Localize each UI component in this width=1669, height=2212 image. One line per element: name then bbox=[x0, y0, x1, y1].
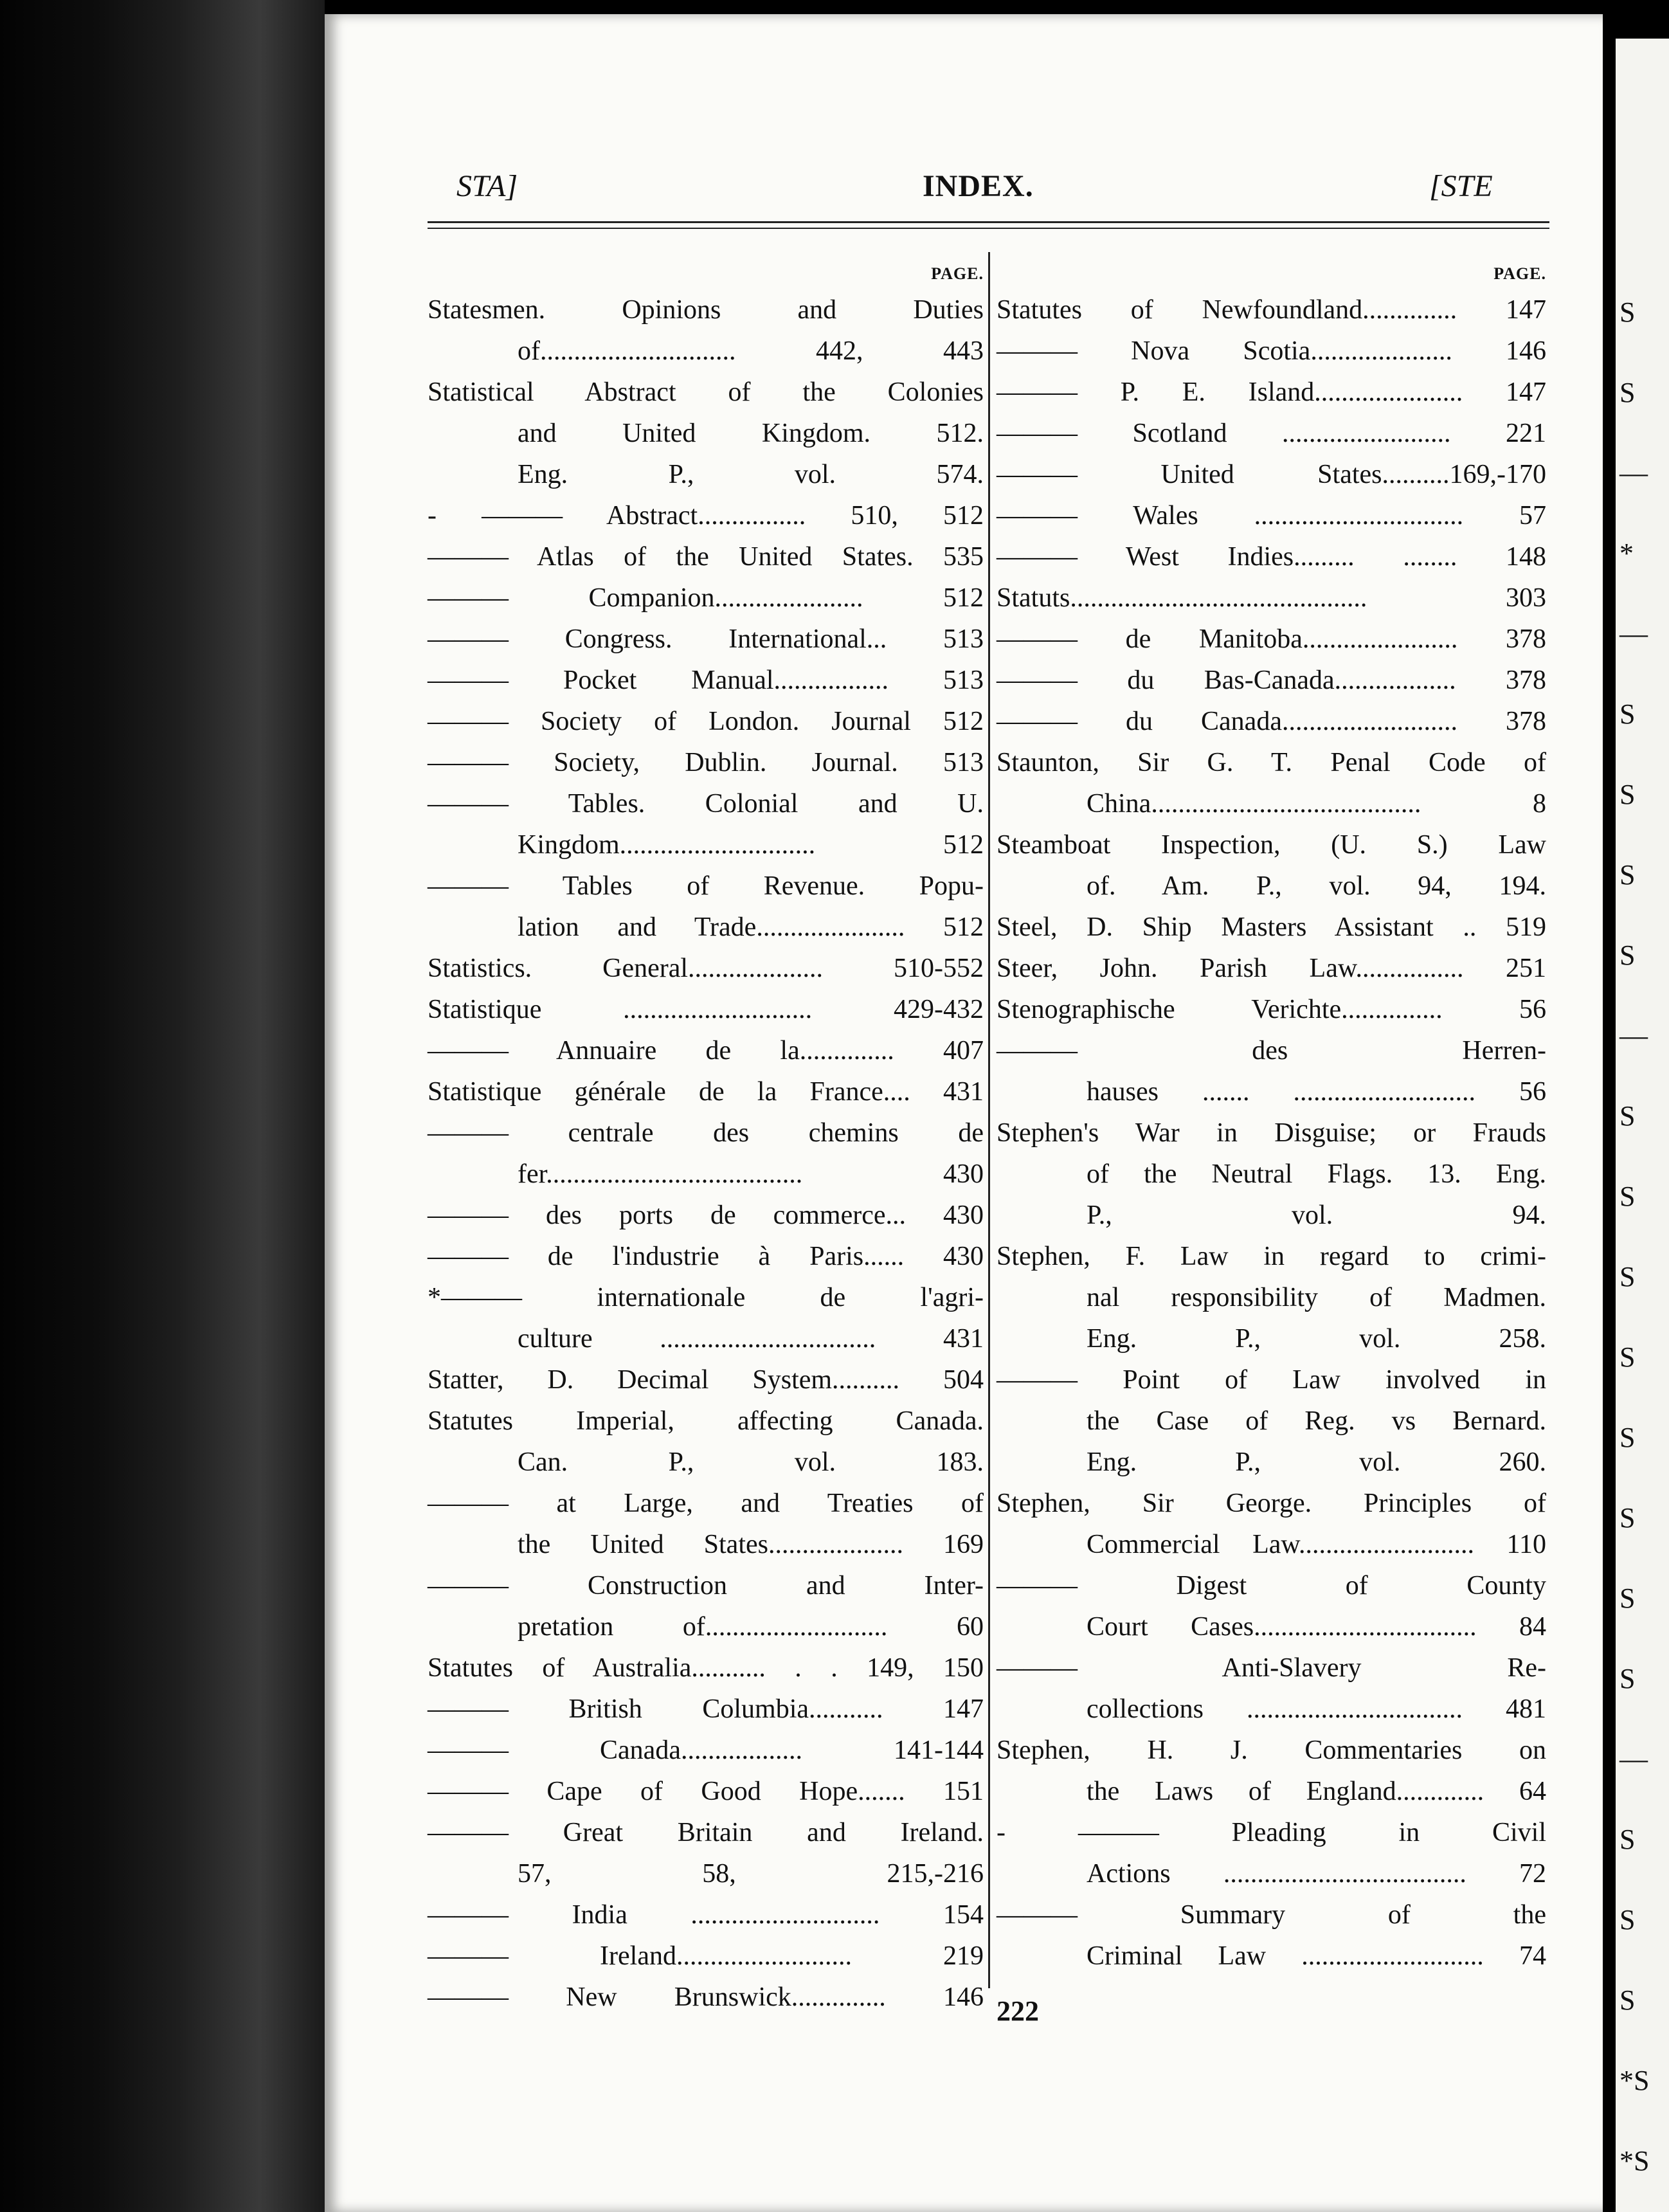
index-entry-line: ——— Congress. International... 513 bbox=[428, 624, 984, 654]
index-entry-line: Stephen's War in Disguise; or Frauds bbox=[997, 1118, 1546, 1148]
next-page-fragment: S bbox=[1619, 1904, 1636, 1936]
index-entry-line: Actions .................................... 72 bbox=[1087, 1859, 1546, 1889]
index-entry-line: ——— Digest of County bbox=[997, 1571, 1546, 1600]
index-entry-line: collections ................................ 481 bbox=[1087, 1694, 1546, 1724]
index-entry-line: of. Am. P., vol. 94, 194. bbox=[1087, 871, 1546, 901]
next-page-fragment: S bbox=[1619, 1984, 1636, 2016]
index-entry-line: ——— Tables of Revenue. Popu- bbox=[428, 871, 984, 901]
next-page-fragment: — bbox=[1619, 1020, 1648, 1051]
index-entry-line: ——— du Canada.......................... 378 bbox=[997, 707, 1546, 736]
index-entry-line: ——— Anti-Slavery Re- bbox=[997, 1653, 1546, 1683]
index-entry-line: ——— Society, Dublin. Journal. 513 bbox=[428, 748, 984, 777]
index-entry-line: China........................................ 8 bbox=[1087, 789, 1546, 819]
index-entry-line: Can. P., vol. 183. bbox=[518, 1447, 984, 1477]
next-page-fragment: S bbox=[1619, 1100, 1636, 1132]
index-entry-line: ——— Construction and Inter- bbox=[428, 1571, 984, 1600]
next-page-fragment: S bbox=[1619, 1422, 1636, 1453]
column-divider bbox=[988, 252, 990, 1988]
next-page-fragment: S bbox=[1619, 939, 1636, 971]
next-page-edge bbox=[1616, 39, 1669, 2212]
index-entry-line: Criminal Law ........................... 74 bbox=[1087, 1941, 1546, 1971]
index-entry-line: Statutes of Australia........... . . 149, 150 bbox=[428, 1653, 984, 1683]
next-page-fragment: — bbox=[1619, 457, 1648, 489]
index-entry-line: ——— Scotland ......................... 221 bbox=[997, 419, 1546, 448]
index-entry-line: Eng. P., vol. 260. bbox=[1087, 1447, 1546, 1477]
book-spine bbox=[0, 0, 325, 2212]
index-entry-line: - ——— Abstract................ 510, 512 bbox=[428, 501, 984, 530]
index-entry-line: Staunton, Sir G. T. Penal Code of bbox=[997, 748, 1546, 777]
running-head-left: STA] bbox=[456, 169, 518, 203]
next-page-fragment: S bbox=[1619, 1663, 1636, 1694]
left-column bbox=[428, 258, 984, 2018]
index-entry-line: ——— Ireland.......................... 219 bbox=[428, 1941, 984, 1971]
index-entry-line: ——— des Herren- bbox=[997, 1036, 1546, 1065]
index-entry-line: culture ................................ 431 bbox=[518, 1324, 984, 1354]
index-entry-line: Stephen, H. J. Commentaries on bbox=[997, 1736, 1546, 1765]
index-entry-line: ——— New Brunswick.............. 146 bbox=[428, 1982, 984, 2012]
index-entry-line: Commercial Law.......................... 110 bbox=[1087, 1530, 1546, 1559]
index-entry-line: the Laws of England............. 64 bbox=[1087, 1777, 1546, 1806]
index-entry-line: Statistical Abstract of the Colonies bbox=[428, 377, 984, 407]
next-page-fragment: S bbox=[1619, 698, 1636, 730]
index-entry-line: Statuts............................................ 303 bbox=[997, 583, 1546, 613]
next-page-fragment: * bbox=[1619, 538, 1634, 569]
page-label-right: PAGE. bbox=[1493, 264, 1546, 283]
next-page-fragment: S bbox=[1619, 1582, 1636, 1614]
next-page-fragment: S bbox=[1619, 1502, 1636, 1534]
index-entry-line: ——— Society of London. Journal 512 bbox=[428, 707, 984, 736]
right-column bbox=[997, 258, 1546, 1977]
left-entry-list bbox=[428, 289, 984, 2018]
index-entry-line: ——— Wales ............................... 57 bbox=[997, 501, 1546, 530]
index-entry-line: of............................. 442, 443 bbox=[518, 336, 984, 366]
index-entry-line: Eng. P., vol. 574. bbox=[518, 460, 984, 489]
index-entry-line: ——— West Indies......... ........ 148 bbox=[997, 542, 1546, 572]
page-label-left: PAGE. bbox=[931, 264, 984, 283]
index-page bbox=[325, 14, 1603, 2212]
index-entry-line: Steer, John. Parish Law................ 251 bbox=[997, 954, 1546, 983]
index-entry-line: ——— Point of Law involved in bbox=[997, 1365, 1546, 1395]
index-entry-line: ——— Companion...................... 512 bbox=[428, 583, 984, 613]
index-entry-line: of the Neutral Flags. 13. Eng. bbox=[1087, 1159, 1546, 1189]
next-page-fragment: S bbox=[1619, 1261, 1636, 1292]
index-entry-line: Court Cases................................. 84 bbox=[1087, 1612, 1546, 1642]
index-entry-line: 57, 58, 215,-216 bbox=[518, 1859, 984, 1889]
index-entry-line: ——— Nova Scotia..................... 146 bbox=[997, 336, 1546, 366]
next-page-fragment: S bbox=[1619, 377, 1636, 408]
index-entry-line: Statistics. General.................... 510-552 bbox=[428, 954, 984, 983]
index-entry-line: Statutes of Newfoundland.............. 147 bbox=[997, 295, 1546, 325]
header-rule-bottom bbox=[428, 228, 1549, 229]
index-entry-line: - ——— Pleading in Civil bbox=[997, 1818, 1546, 1847]
index-entry-line: ——— de l'industrie à Paris...... 430 bbox=[428, 1242, 984, 1271]
next-page-fragment: S bbox=[1619, 859, 1636, 891]
index-entry-line: Eng. P., vol. 258. bbox=[1087, 1324, 1546, 1354]
next-page-fragment: *S bbox=[1619, 2145, 1650, 2177]
index-entry-line: ——— Cape of Good Hope....... 151 bbox=[428, 1777, 984, 1806]
index-entry-line: Stephen, Sir George. Principles of bbox=[997, 1489, 1546, 1518]
index-entry-line: Steamboat Inspection, (U. S.) Law bbox=[997, 830, 1546, 860]
index-entry-line: the United States.................... 169 bbox=[518, 1530, 984, 1559]
index-entry-line: ——— United States..........169,-170 bbox=[997, 460, 1546, 489]
index-entry-line: ——— centrale des chemins de bbox=[428, 1118, 984, 1148]
index-entry-line: P., vol. 94. bbox=[1087, 1201, 1546, 1230]
index-entry-line: fer...................................... 430 bbox=[518, 1159, 984, 1189]
index-entry-line: ——— des ports de commerce... 430 bbox=[428, 1201, 984, 1230]
index-entry-line: ——— at Large, and Treaties of bbox=[428, 1489, 984, 1518]
index-entry-line: ——— Summary of the bbox=[997, 1900, 1546, 1930]
index-entry-line: ——— P. E. Island...................... 147 bbox=[997, 377, 1546, 407]
index-entry-line: Statistique générale de la France.... 431 bbox=[428, 1077, 984, 1107]
index-entry-line: ——— Tables. Colonial and U. bbox=[428, 789, 984, 819]
index-entry-line: hauses ....... ........................... 56 bbox=[1087, 1077, 1546, 1107]
index-entry-line: Statistique ............................ 429-432 bbox=[428, 995, 984, 1024]
index-entry-line: Stephen, F. Law in regard to crimi- bbox=[997, 1242, 1546, 1271]
index-entry-line: Kingdom............................. 512 bbox=[518, 830, 984, 860]
index-entry-line: ——— British Columbia........... 147 bbox=[428, 1694, 984, 1724]
index-entry-line: Statesmen. Opinions and Duties bbox=[428, 295, 984, 325]
page-number: 222 bbox=[997, 1995, 1039, 2027]
index-entry-line: ——— Annuaire de la.............. 407 bbox=[428, 1036, 984, 1065]
index-entry-line: Stenographische Verichte............... 56 bbox=[997, 995, 1546, 1024]
index-entry-line: Steel, D. Ship Masters Assistant .. 519 bbox=[997, 912, 1546, 942]
index-entry-line: ——— du Bas-Canada.................. 378 bbox=[997, 666, 1546, 695]
index-entry-line: the Case of Reg. vs Bernard. bbox=[1087, 1406, 1546, 1436]
next-page-fragment: — bbox=[1619, 1743, 1648, 1775]
right-entry-list bbox=[997, 289, 1546, 1977]
next-page-fragment: S bbox=[1619, 296, 1636, 328]
next-page-fragment: — bbox=[1619, 618, 1648, 649]
running-head-title: INDEX. bbox=[923, 169, 1034, 203]
index-entry-line: ——— Canada.................. 141-144 bbox=[428, 1736, 984, 1765]
index-entry-line: ——— Atlas of the United States. 535 bbox=[428, 542, 984, 572]
next-page-fragment: S bbox=[1619, 1181, 1636, 1212]
header-rule-top bbox=[428, 221, 1549, 223]
index-entry-line: nal responsibility of Madmen. bbox=[1087, 1283, 1546, 1312]
index-entry-line: ——— de Manitoba....................... 378 bbox=[997, 624, 1546, 654]
index-entry-line: *——— internationale de l'agri- bbox=[428, 1283, 984, 1312]
index-entry-line: pretation of........................... 60 bbox=[518, 1612, 984, 1642]
index-entry-line: and United Kingdom. 512. bbox=[518, 419, 984, 448]
next-page-fragment: S bbox=[1619, 1824, 1636, 1855]
index-entry-line: ——— India ............................ 154 bbox=[428, 1900, 984, 1930]
index-entry-line: ——— Pocket Manual................. 513 bbox=[428, 666, 984, 695]
running-head-right: [STE bbox=[1429, 169, 1493, 203]
index-entry-line: Statter, D. Decimal System.......... 504 bbox=[428, 1365, 984, 1395]
index-entry-line: lation and Trade...................... 512 bbox=[518, 912, 984, 942]
next-page-fragment: S bbox=[1619, 1341, 1636, 1373]
next-page-fragment: S bbox=[1619, 779, 1636, 810]
index-entry-line: ——— Great Britain and Ireland. bbox=[428, 1818, 984, 1847]
next-page-fragment: *S bbox=[1619, 2065, 1650, 2096]
index-entry-line: Statutes Imperial, affecting Canada. bbox=[428, 1406, 984, 1436]
